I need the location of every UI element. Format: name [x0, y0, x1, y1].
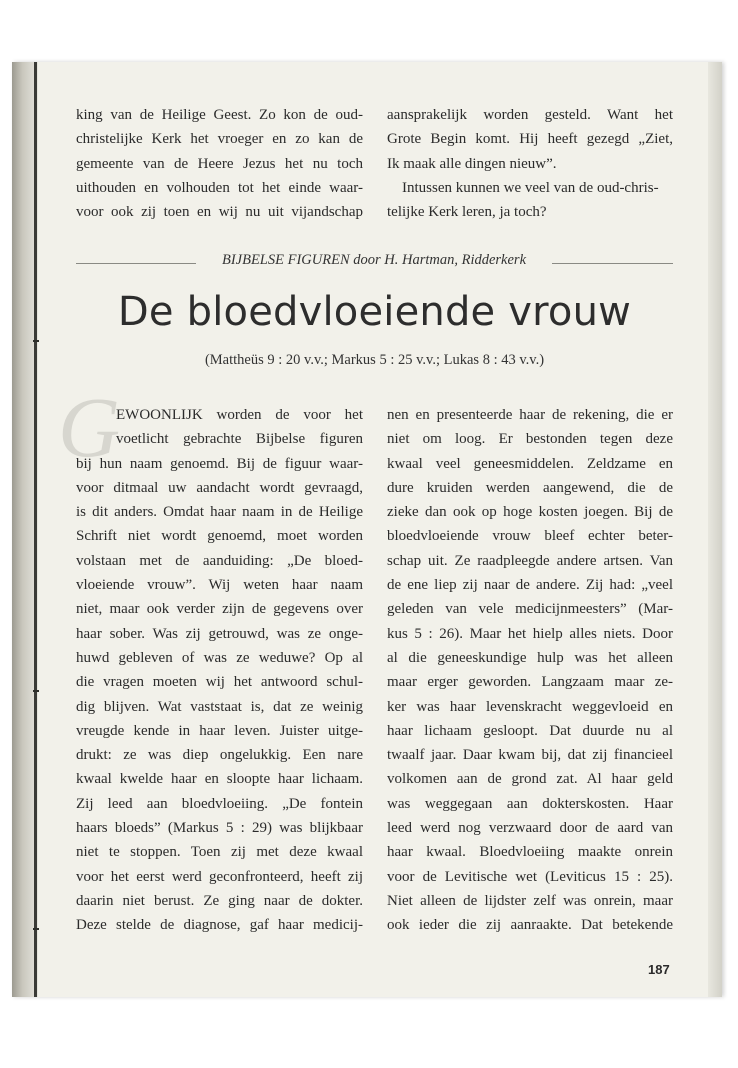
binding-mark — [33, 928, 39, 930]
text-line: al die geneeskundige hulp was het alleen — [387, 649, 673, 666]
text-line: haar kwaal. Bloedvloeiing maakte onrein — [387, 844, 673, 861]
text-line: king van de Heilige Geest. Zo kon de oud- — [76, 107, 363, 123]
article-title: De bloedvloeiende vrouw — [117, 289, 632, 335]
text-line: geleden van vele medicijnmeesters” (Mar- — [387, 601, 673, 618]
section-label: BIJBELSE FIGUREN door H. Hartman, Ridderkerk — [221, 252, 527, 268]
text-line: kwaal veel geneesmiddelen. Zeldzame en — [387, 455, 673, 472]
text-line: ook ieder die zij aanraakte. Dat betekende — [387, 917, 673, 934]
text-line: dig blijven. Wat vaststaat is, dat ze weinig — [76, 698, 363, 715]
text-line: haar lichaam gesloopt. Dat duurde nu al — [387, 722, 673, 739]
text-line: niet te stoppen. Toen zij met deze kwaal — [76, 844, 363, 861]
article-left-column — [76, 403, 363, 938]
text-line: dure kruiden werden aangewend, die de — [387, 479, 673, 496]
text-line: niet om loog. Er bestonden tegen deze — [387, 431, 673, 448]
text-line: Schrift niet wordt genoemd, moet worden — [76, 528, 363, 545]
text-line: Grote Begin komt. Hij heeft gezegd „Ziet, — [387, 131, 673, 148]
text-line: Deze stelde de diagnose, gaf haar medicij- — [76, 917, 363, 934]
previous-article-right-column — [387, 103, 673, 224]
spine-edge — [34, 62, 37, 997]
text-line: voetlicht gebrachte Bijbelse figuren — [116, 431, 363, 448]
text-line: voor ditmaal uw aandacht wordt gevraagd, — [76, 479, 363, 496]
text-line: is dit anders. Omdat haar naam in de Heilige — [76, 504, 363, 521]
binding-mark — [33, 690, 39, 692]
text-line: bloedvloeiende vrouw bleef echter beter- — [387, 528, 673, 545]
text-line: kus 5 : 26). Maar het hielp alles niets. Door — [387, 625, 673, 642]
text-line: kwaal kwelde haar en sloopte haar lichaam. — [76, 771, 363, 788]
text-line: drukt: ze was diep ongelukkig. Een nare — [76, 747, 363, 764]
section-rule-left — [76, 263, 196, 264]
article-right-column — [387, 403, 673, 938]
text-line: vreugde kende in haar leven. Juister uitge- — [76, 722, 363, 739]
text-line: voor de Levitische wet (Leviticus 15 : 25). — [387, 868, 673, 885]
drop-cap: G — [58, 379, 121, 475]
text-line: Niet alleen de lijdster zelf was onrein, maar — [387, 892, 673, 909]
text-line: aansprakelijk worden gesteld. Want het — [387, 107, 673, 123]
page-number: 187 — [648, 962, 670, 977]
section-rule-right — [552, 263, 673, 264]
text-line: EWOONLIJK worden de voor het — [116, 407, 363, 423]
page-edge — [708, 62, 722, 997]
text-line: voor het eerst werd geconfronteerd, heeft zij — [76, 868, 363, 885]
bible-references: (Mattheüs 9 : 20 v.v.; Markus 5 : 25 v.v.; Lukas 8 : 43 v.v.) — [204, 352, 545, 368]
text-line: haar sober. Was zij getrouwd, was ze onge- — [76, 625, 363, 642]
text-line: daarin niet berust. Ze ging naar de dokter. — [76, 892, 363, 909]
binding-mark — [33, 340, 39, 342]
text-line: de ene liep zij naar de andere. Zij had: „veel — [387, 577, 673, 594]
text-line: niet, maar ook verder zijn de gegevens over — [76, 601, 363, 618]
text-line: bij hun naam genoemd. Bij de figuur waar- — [76, 455, 363, 472]
text-line: nen en presenteerde haar de rekening, die er — [387, 407, 673, 423]
text-line: volstaan met de aanduiding: „De bloed- — [76, 552, 363, 569]
text-line: schap uit. Ze raadpleegde andere artsen. Van — [387, 552, 673, 569]
text-line: was weggegaan aan dokterskosten. Haar — [387, 795, 673, 812]
text-line: uithouden en volhouden tot het einde waar- — [76, 179, 363, 196]
text-line: christelijke Kerk het vroeger en zo kan de — [76, 131, 363, 148]
text-line: maar erger geworden. Langzaam maar ze- — [387, 674, 673, 691]
text-line: voor ook zij toen en wij nu uit vijandschap — [76, 204, 363, 221]
text-line: gemeente van de Heere Jezus het nu toch — [76, 155, 363, 172]
previous-article-left-column — [76, 103, 363, 224]
text-line: haars bloeds” (Markus 5 : 29) was blijkbaar — [76, 820, 363, 837]
text-line: zieke dan ook op hoge kosten joegen. Bij de — [387, 504, 673, 521]
text-line: vloeiende vrouw”. Wij weten haar naam — [76, 577, 363, 594]
text-line: telijke Kerk leren, ja toch? — [387, 204, 547, 221]
text-line: ker was haar levenskracht weggevloeid en — [387, 698, 673, 715]
text-line: huwd gebleven of was ze weduwe? Op al — [76, 649, 363, 666]
text-line: leed werd nog verzwaard door de aard van — [387, 820, 673, 837]
text-line: volkomen aan de grond zat. Al haar geld — [387, 771, 673, 788]
text-line: die vragen moeten wij het antwoord schul- — [76, 674, 363, 691]
text-line: Zij leed aan bloedvloeiing. „De fontein — [76, 795, 363, 812]
text-line: twaalf jaar. Daar kwam bij, dat zij financieel — [387, 747, 673, 764]
text-line: Intussen kunnen we veel van de oud-chris- — [402, 179, 659, 196]
text-line: Ik maak alle dingen nieuw”. — [387, 155, 557, 172]
